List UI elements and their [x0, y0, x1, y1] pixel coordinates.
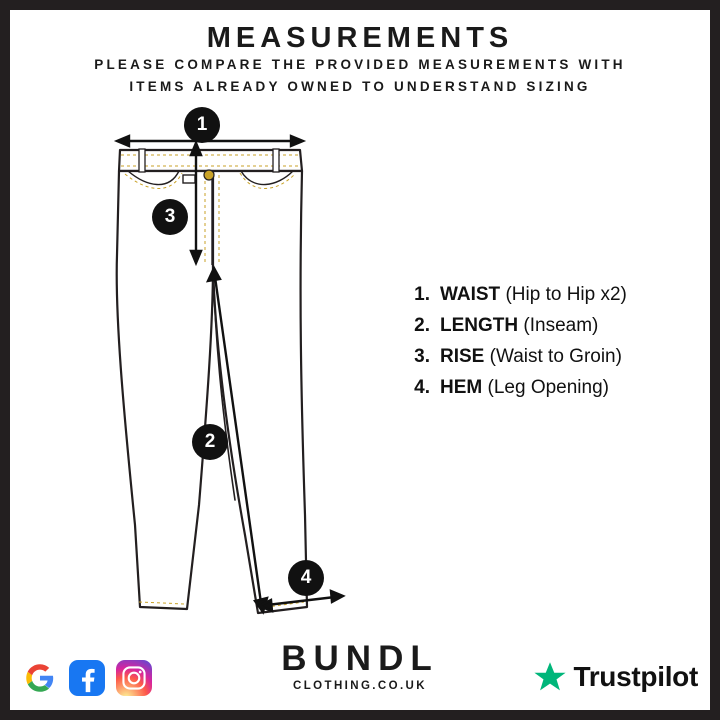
legend-label-2	[440, 315, 598, 337]
trustpilot-label: Trustpilot	[573, 661, 698, 692]
trustpilot-badge[interactable]	[533, 660, 698, 694]
legend-number-3: 3.	[414, 346, 430, 367]
legend-detail-2: (Inseam)	[523, 315, 599, 336]
google-icon[interactable]	[22, 660, 58, 696]
brand-domain: CLOTHING.CO.UK	[293, 680, 427, 692]
legend-label-3	[440, 346, 622, 368]
legend-item-rise	[400, 346, 690, 368]
callout-1-waist: 1	[184, 107, 220, 143]
brand-name: BUNDL	[281, 639, 439, 678]
callout-4-hem: 4	[288, 560, 324, 596]
subtitle-line-1: PLEASE COMPARE THE PROVIDED MEASUREMENTS WITH	[94, 57, 626, 72]
measurement-legend	[400, 284, 690, 408]
frame-border-left	[0, 0, 10, 720]
legend-detail-4: (Leg Opening)	[487, 377, 609, 398]
star-icon	[533, 660, 567, 694]
legend-label-4	[440, 377, 609, 399]
legend-number-1: 1.	[414, 284, 430, 305]
frame-border-right	[710, 0, 720, 720]
legend-detail-1: (Hip to Hip x2)	[505, 284, 627, 305]
facebook-icon[interactable]	[69, 660, 105, 696]
instagram-glyph	[121, 665, 147, 691]
legend-term-4: HEM	[440, 377, 483, 398]
callout-3-rise: 3	[152, 199, 188, 235]
facebook-glyph	[72, 663, 102, 693]
jeans-diagram	[95, 105, 395, 625]
legend-label-1	[440, 284, 627, 306]
legend-term-2: LENGTH	[440, 315, 519, 336]
page-subtitle	[0, 54, 720, 98]
google-glyph	[25, 663, 55, 693]
legend-term-3: RISE	[440, 346, 485, 367]
legend-number-2: 2.	[414, 315, 430, 336]
legend-detail-3: (Waist to Groin)	[489, 346, 622, 367]
button-detail	[204, 170, 214, 180]
callout-2-length: 2	[192, 424, 228, 460]
legend-item-length	[400, 315, 690, 337]
legend-item-waist	[400, 284, 690, 306]
legend-item-hem	[400, 377, 690, 399]
frame-border-bottom	[0, 710, 720, 720]
legend-number-4: 4.	[414, 377, 430, 398]
subtitle-line-2: ITEMS ALREADY OWNED TO UNDERSTAND SIZING	[129, 79, 591, 94]
instagram-icon[interactable]	[116, 660, 152, 696]
frame-border-top	[0, 0, 720, 10]
page-title: MEASUREMENTS	[206, 22, 514, 54]
social-links	[22, 660, 152, 696]
legend-term-1: WAIST	[440, 284, 501, 305]
